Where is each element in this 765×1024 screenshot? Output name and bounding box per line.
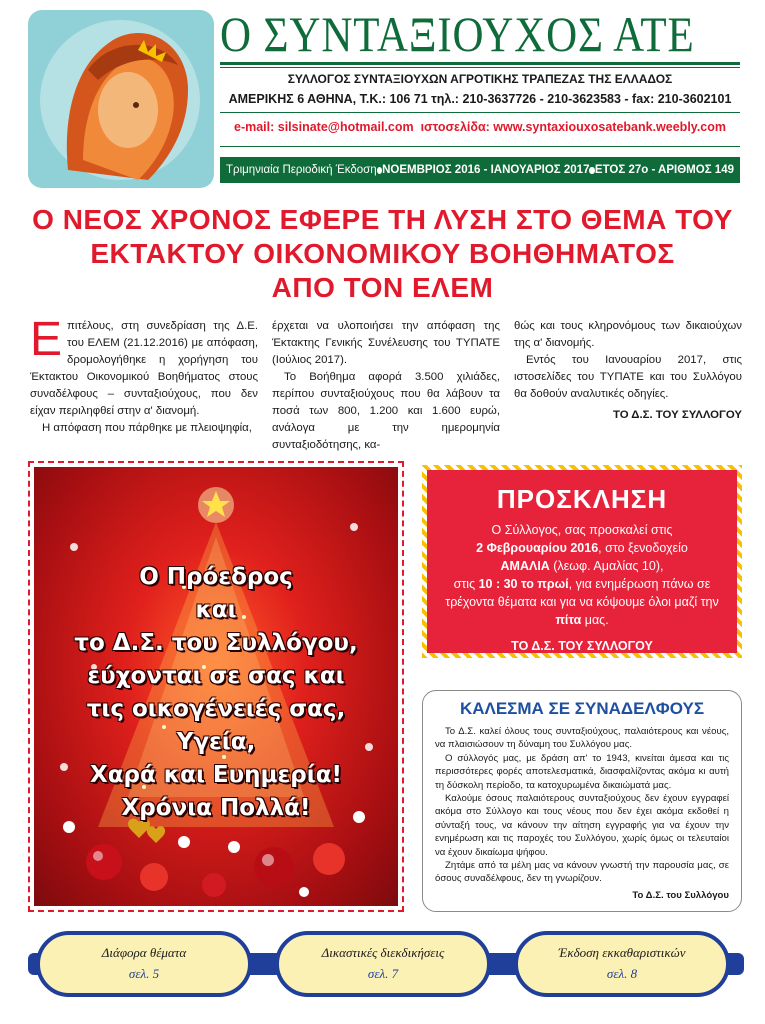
- greeting-line: εύχονται σε σας και: [87, 663, 345, 689]
- article-signature: ΤΟ Δ.Σ. ΤΟΥ ΣΥΛΛΟΓΟΥ: [612, 409, 742, 421]
- invitation-hotel: ΑΜΑΛΙΑ: [500, 559, 550, 573]
- masthead-title-block: [220, 8, 740, 60]
- greeting-line: Υγεία,: [176, 729, 256, 755]
- invitation-date: 2 Φεβρουαρίου 2016: [476, 541, 599, 555]
- article-column-2: [272, 318, 500, 451]
- article-paragraph: θώς και τους κληρονόμους των δικαιούχων της α' διανομής.: [514, 320, 742, 349]
- call-paragraph: Καλούμε όσους παλαιότερους συνταξιούχους δεν έχουν εγγραφεί ακόμα στο Σύλλογο και τους νέους που δεν έχει ακόμα εκδοθεί η σύνταξή τους, να κάνουν την αίτηση εγγραφής για να έχουν την ενημέρωση και τις παροχές του Συλλόγου, χωρίς όμως οι τελευταίοι να έχουν δικαίωμα ψήφου.: [435, 793, 729, 858]
- nav-item-label: Έκδοση εκκαθαριστικών: [558, 945, 686, 960]
- greeting-line: το Δ.Σ. του Συλλόγου,: [74, 630, 358, 656]
- issue-rule: [220, 146, 740, 147]
- organization-name: ΣΥΛΛΟΓΟΣ ΣΥΝΤΑΞΙΟΥΧΩΝ ΑΓΡΟΤΙΚΗΣ ΤΡΑΠΕΖΑΣ ΤΗΣ ΕΛΛΑΔΟΣ: [287, 72, 673, 86]
- lead-article: [30, 313, 742, 451]
- call-paragraph: Ο σύλλογός μας, με δράση απ' το 1943, κινείται άμεσα και τις περισσότερες φορές αποτελεσματικά, διασφαλίζοντας ακόμα κι αυτή τη δύσκολη περίοδο, τα κατοχυρωμένα δικαιώματά μας.: [435, 752, 729, 791]
- masthead-title: Ο ΣΥΝΤΑΞΙΟΥΧΟΣ ΑΤΕ: [220, 6, 695, 62]
- issue-period: ΝΟΕΜΒΡΙΟΣ 2016 - ΙΑΝΟΥΑΡΙΟΣ 2017: [382, 164, 590, 176]
- invitation-text-part: Ο Σύλλογος, σας προσκαλεί στις: [491, 523, 673, 537]
- masthead-rule: [220, 62, 740, 65]
- nav-item-page: σελ. 5: [128, 966, 160, 981]
- headline-line: Ο ΝΕΟΣ ΧΡΟΝΟΣ ΕΦΕΡΕ ΤΗ ΛΥΣΗ ΣΤΟ ΘΕΜΑ ΤΟΥ: [32, 204, 733, 235]
- christmas-card: [28, 461, 404, 912]
- article-paragraph: Η απόφαση που πάρθηκε με πλειοψηφία,: [42, 422, 252, 434]
- invitation-text: [427, 521, 737, 629]
- greeting-line: Χρόνια Πολλά!: [121, 795, 311, 821]
- christmas-card-image: [34, 467, 398, 906]
- nav-item-legal-claims[interactable]: [275, 931, 491, 997]
- article-paragraph: πιτέλους, στη συνεδρίαση της Δ.Ε. του ΕΛΕΜ (21.12.2016) με απόφαση, δρομολογήθηκε η χορήγηση του Έκτακτου Οικονομικού Βοηθήματος στους συναδέλφους – συνταξιούχους, που δεν είχαν περιληφθεί στην α' διανομή.: [30, 320, 258, 417]
- invitation-text-part: (λεωφ. Αμαλίας 10),: [549, 559, 664, 573]
- issue-bar: [220, 157, 740, 183]
- nav-item-label: Δικαστικές διεκδικήσεις: [321, 945, 445, 960]
- contact-line: [220, 120, 740, 134]
- logo: [28, 10, 214, 188]
- nav-item-statements[interactable]: [514, 931, 730, 997]
- article-paragraph: Το Βοήθημα αφορά 3.500 χιλιάδες, περίπου συνταξιούχους που θα λάβουν τα ποσά των 800, 1.200 και 1.600 ευρώ, ανάλογα με την ημερομηνία συνταξιοδότησης, κα-: [272, 371, 500, 451]
- call-paragraph: Ζητάμε από τα μέλη μας να κάνουν γνωστή την παρουσία μας, σε όσους συναδέλφους, δεν τη γνωρίζουν.: [435, 860, 729, 885]
- invitation-box: [422, 465, 742, 658]
- headline-line: ΕΚΤΑΚΤΟΥ ΟΙΚΟΝΟΜΙΚΟΥ ΒΟΗΘΗΜΑΤΟΣ: [90, 238, 675, 269]
- headline-line: ΑΠΟ ΤΟΝ ΕΛΕΜ: [271, 272, 494, 303]
- greeting-line: τις οικογένειές σας,: [86, 696, 346, 722]
- issue-number: ΕΤΟΣ 27ο - ΑΡΙΘΜΟΣ 149: [594, 164, 734, 176]
- invitation-pita: πίτα: [555, 613, 582, 627]
- call-signature: Το Δ.Σ. του Συλλόγου: [632, 889, 729, 901]
- contact-rule: [220, 112, 740, 113]
- address-line: ΑΜΕΡΙΚΗΣ 6 ΑΘΗΝΑ, Τ.Κ.: 106 71 τηλ.: 210-3637726 - 210-3623583 - fax: 210-3602101: [228, 92, 732, 106]
- greeting-line: Χαρά και Ευημερία!: [90, 762, 342, 788]
- invitation-text-part: μας.: [581, 613, 609, 627]
- nav-item-page: σελ. 8: [606, 966, 638, 981]
- invitation-text-part: , για ενημέρωση πάνω σε τρέχοντα θέματα και για να κόψουμε όλοι μαζί την: [445, 577, 719, 609]
- nav-item-label: Διάφορα θέματα: [101, 945, 187, 960]
- greeting-line: Ο Πρόεδρος: [139, 564, 293, 590]
- call-title: ΚΑΛΕΣΜΑ ΣΕ ΣΥΝΑΔΕΛΦΟΥΣ: [459, 699, 705, 718]
- article-column-3: [514, 318, 742, 440]
- invitation-text-part: , στο ξενοδοχείο: [598, 541, 688, 555]
- nav-item-various-topics[interactable]: [36, 931, 252, 997]
- publication-frequency: Τριμηνιαία Περιοδική Έκδοση: [226, 164, 377, 176]
- nav-item-page: σελ. 7: [367, 966, 399, 981]
- website-link[interactable]: ιστοσελίδα: www.syntaxiouxosatebank.weebly.com: [420, 120, 726, 134]
- headline: [20, 203, 745, 305]
- article-paragraph: έρχεται να υλοποιήσει την απόφαση της Έκτακτης Γενικής Συνέλευσης του ΤΥΠΑΤΕ (Ιούλιος 2017).: [272, 320, 500, 366]
- invitation-title: ΠΡΟΣΚΛΗΣΗ: [496, 484, 668, 514]
- article-paragraph: Εντός του Ιανουαρίου 2017, στις ιστοσελίδες του ΤΥΠΑΤΕ και του Συλλόγου θα δοθούν αναλυτικές οδηγίες.: [514, 354, 742, 400]
- call-paragraph: Το Δ.Σ. καλεί όλους τους συνταξιούχους, παλαιότερους και νέους, να πλαισιώσουν τη δύναμη του Συλλόγου μας.: [435, 726, 729, 751]
- masthead-rule-thin: [220, 67, 740, 68]
- invitation-time: 10 : 30 το πρωί: [478, 577, 569, 591]
- greeting-text: [34, 561, 398, 825]
- invitation-text-part: στις: [453, 577, 479, 591]
- drop-cap: Ε: [30, 313, 63, 366]
- greeting-line: και: [195, 597, 237, 623]
- article-column-1: [30, 313, 258, 440]
- invitation-signature: ΤΟ Δ.Σ. ΤΟΥ ΣΥΛΛΟΓΟΥ: [511, 639, 653, 653]
- call-to-colleagues: [422, 690, 742, 912]
- email-link[interactable]: e-mail: silsinate@hotmail.com: [234, 120, 414, 134]
